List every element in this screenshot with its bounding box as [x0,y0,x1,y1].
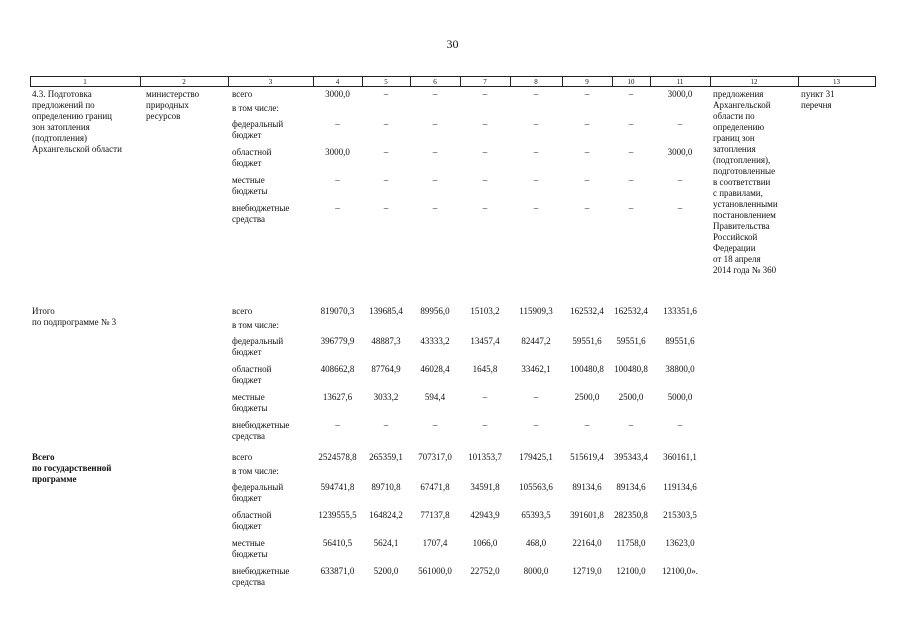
amount-cell: 819070,3 [320,306,355,316]
amount-cell: – [628,89,634,99]
amount-cell: – [677,119,683,129]
funding-source-label: в том числе: [232,103,279,113]
funding-source-label: всего [232,89,253,99]
amount-cell: 3000,0 [667,89,693,99]
amount-cell: 5624,1 [373,538,399,548]
funding-source-label: федеральный бюджет [232,482,284,503]
amount-cell: – [677,203,683,213]
column-number-13: 13 [833,78,840,86]
amount-cell: – [628,119,634,129]
amount-cell: – [677,420,683,430]
amount-cell: – [335,119,340,129]
funding-source-label: местные бюджеты [232,538,268,559]
amount-cell: 162532,4 [614,306,648,316]
amount-cell: 8000,0 [523,566,549,576]
amount-cell: – [584,203,590,213]
page-number: 30 [446,37,459,51]
column-number-7: 7 [483,78,487,86]
amount-cell: – [335,203,340,213]
amount-cell: 100480,8 [614,364,648,374]
column-number-10: 10 [627,78,635,86]
amount-cell: 408662,8 [320,364,355,374]
amount-cell: – [432,89,438,99]
amount-cell: 3000,0 [667,147,693,157]
amount-cell: 43333,2 [420,336,450,346]
section-title: Итого по подпрограмме № 3 [32,306,117,327]
amount-cell: – [482,203,488,213]
funding-source-label: областной бюджет [232,364,272,385]
amount-cell: 89134,6 [616,482,646,492]
amount-cell: – [482,147,488,157]
column-number-1: 1 [83,78,87,86]
amount-cell: – [628,420,634,430]
funding-source-label: внебюджетные средства [232,566,290,587]
funding-source-label: всего [232,306,253,316]
amount-cell: 59551,6 [616,336,646,346]
amount-cell: 133351,6 [663,306,697,316]
amount-cell: 707317,0 [418,452,452,462]
amount-cell: 5200,0 [373,566,399,576]
amount-cell: 1645,8 [472,364,498,374]
amount-cell: 82447,2 [521,336,551,346]
amount-cell: – [533,119,539,129]
column-number-11: 11 [676,78,684,86]
amount-cell: 594,4 [424,392,446,402]
amount-cell: 1707,4 [422,538,448,548]
amount-cell: – [432,175,438,185]
amount-cell: 391601,8 [570,510,604,520]
amount-cell: 46028,4 [420,364,450,374]
amount-cell: 67471,8 [420,482,450,492]
amount-cell: – [628,175,634,185]
amount-cell: 34591,8 [470,482,500,492]
amount-cell: – [335,175,340,185]
amount-cell: 215303,5 [663,510,697,520]
amount-cell: 12719,0 [572,566,602,576]
amount-cell: – [533,420,539,430]
amount-cell: – [482,420,488,430]
column-number-8: 8 [534,78,538,86]
amount-cell: – [533,392,539,402]
amount-cell: 2524578,8 [318,452,357,462]
amount-cell: – [383,89,389,99]
amount-cell: 164824,2 [369,510,403,520]
amount-cell: 162532,4 [570,306,604,316]
column-number-4: 4 [335,78,340,86]
amount-cell: 59551,6 [572,336,602,346]
amount-cell: 119134,6 [663,482,697,492]
funding-source-label: федеральный бюджет [232,119,284,140]
funding-source-label: всего [232,452,253,462]
funding-source-label: в том числе: [232,466,279,476]
amount-cell: – [533,147,539,157]
amount-cell: – [482,392,488,402]
funding-source-label: внебюджетные средства [232,203,290,224]
amount-cell: 3000,0 [325,147,350,157]
section-title: Всего по государственной программе [32,452,112,484]
expected-result: предложения Архангельской области по определению границ зон затопления (подтопления), подготовленные в соответствии с правилами, установленными постановлением Правительства Российской Федерации от 18 апреля 2014 года № 360 [713,89,778,275]
column-number-2: 2 [182,78,186,86]
funding-source-label: внебюджетные средства [232,420,290,441]
amount-cell: – [677,175,683,185]
amount-cell: 468,0 [525,538,547,548]
amount-cell: 2500,0 [574,392,600,402]
reference-note: пункт 31 перечня [801,89,835,110]
column-number-9: 9 [585,78,589,86]
amount-cell: – [584,119,590,129]
funding-source-label: местные бюджеты [232,175,268,196]
amount-cell: – [383,420,389,430]
amount-cell: 395343,4 [614,452,648,462]
amount-cell: 56410,5 [322,538,353,548]
amount-cell: – [584,175,590,185]
amount-cell: 179425,1 [519,452,553,462]
amount-cell: – [335,420,340,430]
amount-cell: 139685,4 [369,306,403,316]
amount-cell: 12100,0». [662,566,698,576]
amount-cell: 48887,3 [371,336,401,346]
amount-cell: – [383,119,389,129]
column-number-6: 6 [433,78,437,86]
amount-cell: 3000,0 [325,89,350,99]
amount-cell: 87764,9 [371,364,401,374]
amount-cell: 89551,6 [665,336,695,346]
column-number-12: 12 [750,78,758,86]
amount-cell: – [383,175,389,185]
amount-cell: 633871,0 [320,566,355,576]
amount-cell: – [533,203,539,213]
funding-source-label: федеральный бюджет [232,336,284,357]
amount-cell: 1066,0 [472,538,498,548]
amount-cell: 115909,3 [519,306,553,316]
amount-cell: 360161,1 [663,452,697,462]
amount-cell: – [584,420,590,430]
amount-cell: 1239555,5 [318,510,357,520]
column-number-5: 5 [384,78,388,86]
amount-cell: – [533,89,539,99]
amount-cell: – [432,203,438,213]
amount-cell: – [432,119,438,129]
amount-cell: 282350,8 [614,510,648,520]
amount-cell: 15103,2 [470,306,500,316]
section-title: 4.3. Подготовка предложений по определению границ зон затопления (подтопления) Архангельской области [32,89,122,154]
amount-cell: 89134,6 [572,482,602,492]
amount-cell: 396779,9 [320,336,355,346]
amount-cell: 12100,0 [616,566,646,576]
amount-cell: 65393,5 [521,510,551,520]
amount-cell: – [432,147,438,157]
amount-cell: 101353,7 [468,452,502,462]
funding-source-label: в том числе: [232,320,279,330]
amount-cell: 594741,8 [320,482,355,492]
amount-cell: 33462,1 [521,364,551,374]
funding-source-label: областной бюджет [232,147,272,168]
amount-cell: 38800,0 [665,364,695,374]
column-number-3: 3 [268,78,273,86]
funding-source-label: областной бюджет [232,510,272,531]
amount-cell: 42943,9 [470,510,500,520]
amount-cell: – [628,147,634,157]
amount-cell: – [482,119,488,129]
amount-cell: 100480,8 [570,364,604,374]
funding-source-label: местные бюджеты [232,392,268,413]
column-divider [875,76,876,87]
amount-cell: – [584,147,590,157]
amount-cell: 11758,0 [616,538,646,548]
amount-cell: 561000,0 [418,566,452,576]
amount-cell: 22164,0 [572,538,602,548]
amount-cell: – [482,89,488,99]
amount-cell: – [432,420,438,430]
amount-cell: – [584,89,590,99]
amount-cell: – [383,147,389,157]
amount-cell: 77137,8 [420,510,450,520]
amount-cell: 13457,4 [470,336,500,346]
amount-cell: 89956,0 [420,306,450,316]
amount-cell: 265359,1 [369,452,403,462]
amount-cell: – [482,175,488,185]
amount-cell: 13627,6 [322,392,353,402]
responsible-executor: министерство природных ресурсов [146,89,200,121]
amount-cell: 22752,0 [470,566,500,576]
amount-cell: – [628,203,634,213]
amount-cell: – [383,203,389,213]
amount-cell: 2500,0 [618,392,644,402]
amount-cell: 5000,0 [667,392,693,402]
amount-cell: 89710,8 [371,482,401,492]
amount-cell: 515619,4 [570,452,604,462]
amount-cell: – [533,175,539,185]
amount-cell: 105563,6 [519,482,553,492]
amount-cell: 3033,2 [373,392,399,402]
amount-cell: 13623,0 [665,538,695,548]
